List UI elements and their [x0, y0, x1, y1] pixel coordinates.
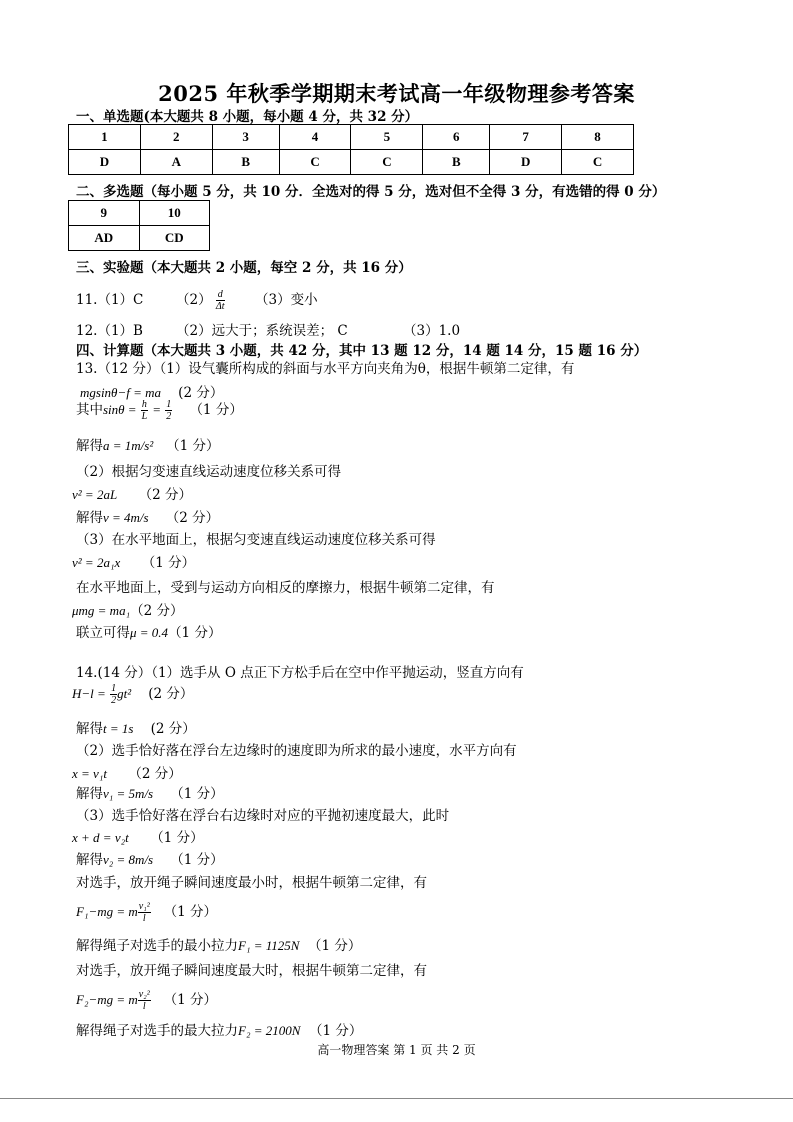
bottom-rule: [0, 1098, 793, 1099]
equation-line: 解得v₁ = 5m/s （1 分）: [76, 786, 224, 802]
fraction: $\frac{1}{2}$: [166, 399, 172, 422]
q14-intro: 14.(14 分）（1）选手从 O 点正下方松手后在空中作平抛运动，竖直方向有: [76, 665, 524, 681]
equation-line: μmg = ma₁（2 分）: [72, 603, 184, 619]
table-cell: 6: [423, 125, 490, 150]
table-cell: 10: [139, 201, 210, 226]
q12-answer-1: 12.（1）B: [76, 323, 143, 339]
multi-choice-table: [68, 200, 210, 251]
table-cell: 8: [562, 125, 634, 150]
table-cell: 5: [351, 125, 423, 150]
table-cell: B: [212, 150, 279, 175]
text-line: 对选手，放开绳子瞬间速度最小时，根据牛顿第二定律，有: [76, 875, 427, 891]
page-footer: 高一物理答案 第 1 页 共 2 页: [317, 1043, 476, 1057]
table-cell: D: [69, 150, 141, 175]
section3-heading: 三、实验题（本大题共 2 小题，每空 2 分，共 16 分）: [76, 260, 412, 276]
equation-line: x + d = v₂t （1 分）: [72, 830, 204, 846]
q11-answer-2: （2） $\frac{d}{\Delta t}$: [176, 289, 225, 312]
table-row-numbers: [69, 125, 634, 150]
table-cell: AD: [69, 226, 140, 251]
table-row-answers: [69, 226, 210, 251]
text-line: 对选手，放开绳子瞬间速度最大时，根据牛顿第二定律，有: [76, 963, 427, 979]
fraction: $\frac{d}{\Delta t}$: [215, 289, 225, 312]
text-line: （2）根据匀变速直线运动速度位移关系可得: [76, 464, 342, 480]
section4-heading: 四、计算题（本大题共 3 小题，共 42 分，其中 13 题 12 分，14 题 14 分，15 题 16 分）: [76, 343, 648, 359]
equation-line: F₁−mg = m $\frac{\text{v₁²}}{l}$ （1 分）: [76, 901, 217, 924]
single-choice-table: [68, 124, 634, 175]
equation-line: 联立可得μ = 0.4（1 分）: [76, 625, 222, 641]
page-title: 2025 年秋季学期期末考试高一年级物理参考答案: [158, 81, 635, 106]
table-cell: 9: [69, 201, 140, 226]
q12-answer-2: （2）远大于；系统误差； C: [176, 323, 348, 339]
equation-line: 解得v = 4m/s （2 分）: [76, 510, 220, 526]
section1-heading: 一、单选题(本大题共 8 小题，每小题 4 分，共 32 分）: [76, 109, 419, 125]
section2-heading: 二、多选题（每小题 5 分，共 10 分．全选对的得 5 分，选对但不全得 3 分，有选错的得 0 分）: [76, 184, 666, 200]
fraction: $\frac{\text{v₁²}}{l}$: [138, 901, 150, 924]
fraction: $\frac{h}{L}$: [141, 399, 148, 422]
table-cell: 3: [212, 125, 279, 150]
equation-line: 解得a = 1m/s² （1 分）: [76, 438, 220, 454]
table-cell: A: [140, 150, 212, 175]
text-line: 在水平地面上，受到与运动方向相反的摩擦力，根据牛顿第二定律，有: [76, 580, 495, 596]
fraction: $\frac{\text{v₂²}}{l}$: [138, 989, 150, 1012]
table-cell: D: [490, 150, 562, 175]
equation-line: x = v₁t （2 分）: [72, 766, 182, 782]
text-line: （3）选手恰好落在浮台右边缘时对应的平抛初速度最大，此时: [76, 808, 450, 824]
table-row-numbers: [69, 201, 210, 226]
equation-line: 解得v₂ = 8m/s （1 分）: [76, 852, 224, 868]
equation-line: 其中sinθ = $\frac{h}{L}$ = $\frac{1}{2}$ （1 分）: [76, 399, 243, 422]
q12-answer-3: （3）1.0: [403, 323, 461, 339]
equation-line: mgsinθ−f = ma (2 分）: [80, 385, 224, 401]
table-cell: CD: [139, 226, 210, 251]
q11-answer-3: （3）变小: [255, 292, 318, 308]
fraction: $\frac{1}{2}$: [111, 683, 117, 706]
equation-line: 解得t = 1s (2 分）: [76, 721, 196, 737]
table-cell: B: [423, 150, 490, 175]
table-cell: C: [351, 150, 423, 175]
equation-line: H−l = $\frac{1}{2}$ gt² (2 分）: [72, 683, 194, 706]
text-line: （2）选手恰好落在浮台左边缘时的速度即为所求的最小速度，水平方向有: [76, 743, 517, 759]
equation-line: F₂−mg = m $\frac{\text{v₂²}}{l}$ （1 分）: [76, 989, 217, 1012]
q11-answer-1: 11.（1）C: [76, 292, 144, 308]
table-cell: 7: [490, 125, 562, 150]
equation-line: v² = 2aL （2 分）: [72, 487, 193, 503]
equation-line: 解得绳子对选手的最小拉力F₁ = 1125N （1 分）: [76, 938, 362, 954]
text-line: （3）在水平地面上，根据匀变速直线运动速度位移关系可得: [76, 532, 436, 548]
table-cell: C: [279, 150, 351, 175]
table-cell: 1: [69, 125, 141, 150]
table-cell: C: [562, 150, 634, 175]
table-row-answers: [69, 150, 634, 175]
table-cell: 2: [140, 125, 212, 150]
equation-line: 解得绳子对选手的最大拉力F₂ = 2100N （1 分）: [76, 1023, 363, 1039]
table-cell: 4: [279, 125, 351, 150]
equation-line: v² = 2a₁x （1 分）: [72, 555, 196, 571]
q13-intro: 13.（12 分）（1）设气囊所构成的斜面与水平方向夹角为θ，根据牛顿第二定律，有: [76, 361, 575, 377]
